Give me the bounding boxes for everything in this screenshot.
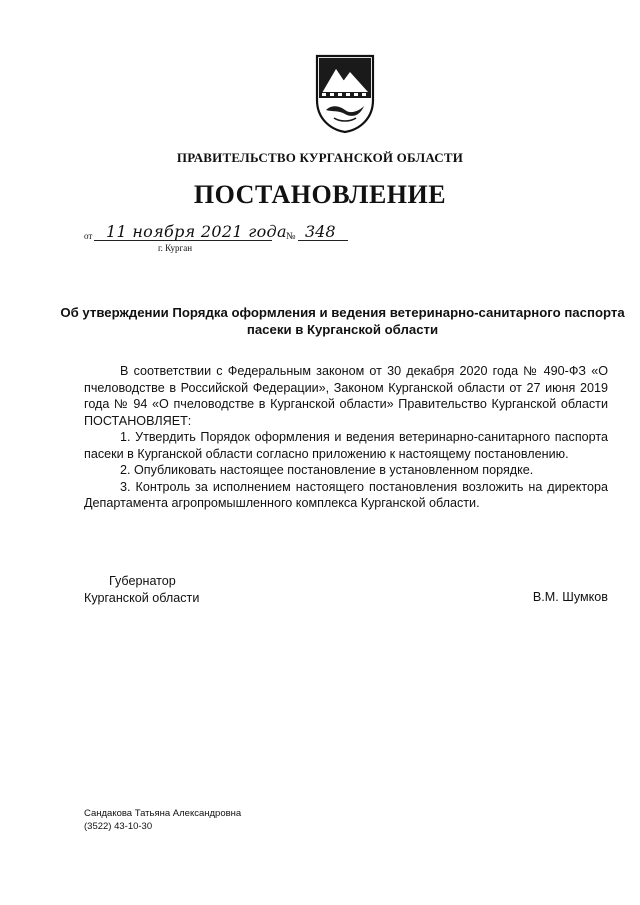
body-paragraph: 1. Утвердить Порядок оформления и ведения ветеринарно-санитарного паспорта пасеки в Курганской области согласно приложению к настоящему постановлению. bbox=[84, 430, 608, 461]
document-date: 11 ноября 2021 года bbox=[106, 222, 287, 241]
date-underline bbox=[94, 240, 272, 241]
signatory-name: В.М. Шумков bbox=[532, 590, 608, 604]
signatory-title-line1: Губернатор bbox=[109, 574, 176, 588]
number-label: № bbox=[286, 231, 296, 242]
executor-info bbox=[84, 807, 241, 833]
number-underline bbox=[298, 240, 348, 241]
date-prefix: от bbox=[84, 231, 93, 241]
document-meta bbox=[84, 222, 384, 262]
body-paragraph: 2. Опубликовать настоящее постановление в установленном порядке. bbox=[120, 463, 534, 477]
document-title: Об утверждении Порядка оформления и ведения ветеринарно-санитарного паспорта пасеки в Курганской области bbox=[60, 305, 625, 337]
body-paragraph: 3. Контроль за исполнением настоящего постановления возложить на директора Департамента агропромышленного комплекса Курганской области. bbox=[84, 479, 608, 510]
document-body bbox=[84, 363, 608, 512]
executor-name: Сандакова Татьяна Александровна bbox=[84, 808, 242, 819]
signatory-title bbox=[84, 573, 199, 606]
document-city: г. Курган bbox=[158, 243, 193, 253]
body-paragraph: В соответствии с Федеральным законом от 30 декабря 2020 года № 490-ФЗ «О пчеловодстве в Российской Федерации», Законом Курганской области от 27 июня 2019 года № 94 «О пчеловодстве в Курганской области» Правительство Курганской области ПОСТАНОВЛЯЕТ: bbox=[84, 364, 608, 428]
government-name: ПРАВИТЕЛЬСТВО КУРГАНСКОЙ ОБЛАСТИ bbox=[176, 150, 464, 165]
signatory-title-line2: Курганской области bbox=[84, 590, 200, 605]
kurgan-coat-of-arms-icon bbox=[312, 52, 378, 134]
document-number: 348 bbox=[305, 222, 336, 241]
executor-phone: (3522) 43-10-30 bbox=[84, 821, 153, 832]
document-type: ПОСТАНОВЛЕНИЕ bbox=[193, 180, 447, 209]
